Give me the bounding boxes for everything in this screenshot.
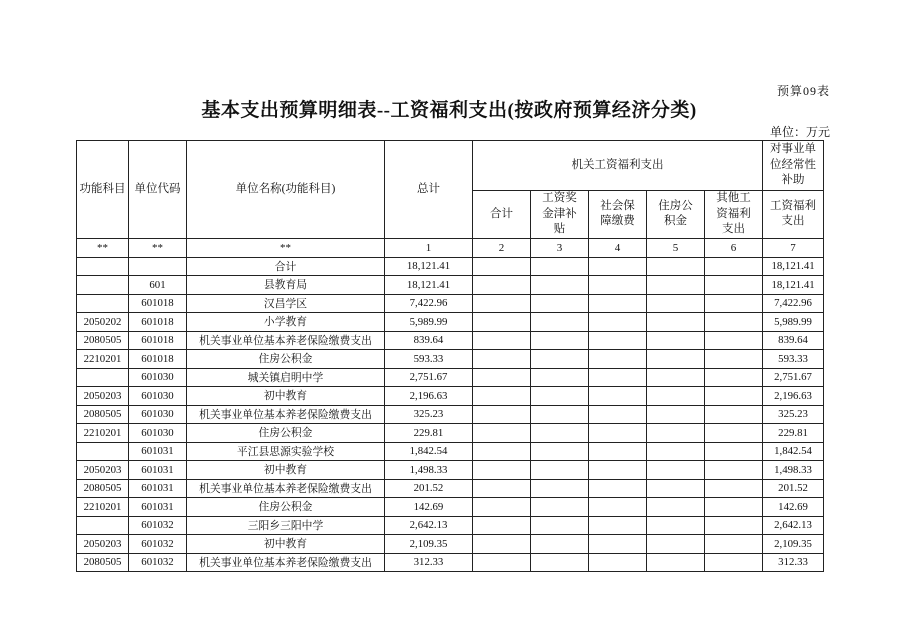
cell-col3: 小学教育 xyxy=(187,313,385,332)
cell-col5 xyxy=(473,257,531,276)
cell-col10: 839.64 xyxy=(763,331,824,350)
cell-col8 xyxy=(647,331,705,350)
cell-col6 xyxy=(531,331,589,350)
cell-col6 xyxy=(531,257,589,276)
cell-col4: 201.52 xyxy=(385,479,473,498)
cell-col4: 1,498.33 xyxy=(385,461,473,480)
table-row xyxy=(77,461,824,480)
cell-col3: 机关事业单位基本养老保险缴费支出 xyxy=(187,479,385,498)
cell-col1: 2080505 xyxy=(77,553,129,572)
cell-col7 xyxy=(589,442,647,461)
col-header-unit-name: 单位名称(功能科目) xyxy=(187,141,385,239)
cell-col8 xyxy=(647,405,705,424)
cell-col5 xyxy=(473,313,531,332)
cell-col2: 601031 xyxy=(129,498,187,517)
cell-col8 xyxy=(647,516,705,535)
cell-col3: 机关事业单位基本养老保险缴费支出 xyxy=(187,405,385,424)
col-header-wage-welfare-expense: 工资福利支出 xyxy=(763,191,824,239)
cell-col4: 2,196.63 xyxy=(385,387,473,406)
cell-col10: 2,751.67 xyxy=(763,368,824,387)
cell-col1: 2050202 xyxy=(77,313,129,332)
cell-col2: 601030 xyxy=(129,368,187,387)
cell-col4: 2,751.67 xyxy=(385,368,473,387)
index-cell-col4: 1 xyxy=(385,238,473,257)
cell-col2: 601032 xyxy=(129,553,187,572)
cell-col8 xyxy=(647,257,705,276)
cell-col9 xyxy=(705,387,763,406)
index-cell-col10: 7 xyxy=(763,238,824,257)
cell-col10: 18,121.41 xyxy=(763,257,824,276)
cell-col1: 2210201 xyxy=(77,498,129,517)
cell-col4: 229.81 xyxy=(385,424,473,443)
cell-col2: 601032 xyxy=(129,516,187,535)
page-title: 基本支出预算明细表--工资福利支出(按政府预算经济分类) xyxy=(201,100,697,121)
cell-col6 xyxy=(531,516,589,535)
cell-col8 xyxy=(647,276,705,295)
cell-col5 xyxy=(473,405,531,424)
unit-label: 单位：万元 xyxy=(769,125,830,139)
cell-col9 xyxy=(705,553,763,572)
cell-col5 xyxy=(473,350,531,369)
cell-col3: 合计 xyxy=(187,257,385,276)
cell-col1 xyxy=(77,294,129,313)
cell-col5 xyxy=(473,479,531,498)
cell-col7 xyxy=(589,516,647,535)
index-cell-col5: 2 xyxy=(473,238,531,257)
cell-col7 xyxy=(589,294,647,313)
cell-col3: 县教育局 xyxy=(187,276,385,295)
cell-col2: 601018 xyxy=(129,313,187,332)
cell-col4: 1,842.54 xyxy=(385,442,473,461)
col-header-wage-bonus-allowance: 工资奖金津补贴 xyxy=(531,191,589,239)
cell-col5 xyxy=(473,442,531,461)
cell-col5 xyxy=(473,387,531,406)
cell-col9 xyxy=(705,294,763,313)
index-cell-col1: ** xyxy=(77,238,129,257)
cell-col7 xyxy=(589,553,647,572)
cell-col6 xyxy=(531,553,589,572)
col-header-func-subject: 功能科目 xyxy=(77,141,129,239)
cell-col7 xyxy=(589,461,647,480)
index-cell-col3: ** xyxy=(187,238,385,257)
cell-col4: 2,642.13 xyxy=(385,516,473,535)
cell-col10: 229.81 xyxy=(763,424,824,443)
cell-col3: 住房公积金 xyxy=(187,498,385,517)
cell-col2: 601018 xyxy=(129,331,187,350)
cell-col5 xyxy=(473,368,531,387)
cell-col6 xyxy=(531,313,589,332)
cell-col9 xyxy=(705,331,763,350)
table-row xyxy=(77,479,824,498)
cell-col9 xyxy=(705,535,763,554)
cell-col5 xyxy=(473,424,531,443)
table-row xyxy=(77,368,824,387)
cell-col1: 2210201 xyxy=(77,424,129,443)
cell-col2: 601030 xyxy=(129,405,187,424)
table-row xyxy=(77,535,824,554)
col-header-sub-total: 合计 xyxy=(473,191,531,239)
cell-col9 xyxy=(705,257,763,276)
index-cell-col9: 6 xyxy=(705,238,763,257)
table-row xyxy=(77,387,824,406)
cell-col6 xyxy=(531,368,589,387)
cell-col4: 2,109.35 xyxy=(385,535,473,554)
cell-col8 xyxy=(647,479,705,498)
cell-col4: 325.23 xyxy=(385,405,473,424)
cell-col4: 7,422.96 xyxy=(385,294,473,313)
table-body xyxy=(77,257,824,572)
cell-col6 xyxy=(531,276,589,295)
cell-col1: 2050203 xyxy=(77,387,129,406)
cell-col2 xyxy=(129,257,187,276)
table-row xyxy=(77,276,824,295)
col-header-other-wage-welfare: 其他工资福利支出 xyxy=(705,191,763,239)
cell-col7 xyxy=(589,535,647,554)
cell-col7 xyxy=(589,350,647,369)
cell-col10: 142.69 xyxy=(763,498,824,517)
cell-col7 xyxy=(589,368,647,387)
index-cell-col8: 5 xyxy=(647,238,705,257)
cell-col8 xyxy=(647,313,705,332)
cell-col3: 汉昌学区 xyxy=(187,294,385,313)
cell-col6 xyxy=(531,479,589,498)
col-header-total: 总计 xyxy=(385,141,473,239)
cell-col9 xyxy=(705,498,763,517)
index-cell-col6: 3 xyxy=(531,238,589,257)
index-cell-col2: ** xyxy=(129,238,187,257)
cell-col5 xyxy=(473,535,531,554)
cell-col10: 18,121.41 xyxy=(763,276,824,295)
cell-col6 xyxy=(531,424,589,443)
cell-col8 xyxy=(647,294,705,313)
cell-col6 xyxy=(531,442,589,461)
cell-col7 xyxy=(589,424,647,443)
cell-col1: 2080505 xyxy=(77,405,129,424)
cell-col9 xyxy=(705,350,763,369)
cell-col4: 142.69 xyxy=(385,498,473,517)
cell-col3: 住房公积金 xyxy=(187,350,385,369)
cell-col10: 1,842.54 xyxy=(763,442,824,461)
cell-col9 xyxy=(705,461,763,480)
sheet-number-label: 预算09表 xyxy=(776,84,830,98)
cell-col10: 2,642.13 xyxy=(763,516,824,535)
cell-col9 xyxy=(705,442,763,461)
cell-col4: 593.33 xyxy=(385,350,473,369)
col-header-housing-fund: 住房公积金 xyxy=(647,191,705,239)
cell-col3: 三阳乡三阳中学 xyxy=(187,516,385,535)
cell-col5 xyxy=(473,276,531,295)
cell-col8 xyxy=(647,461,705,480)
cell-col7 xyxy=(589,276,647,295)
cell-col1 xyxy=(77,276,129,295)
header-row-1 xyxy=(77,141,824,191)
cell-col7 xyxy=(589,331,647,350)
cell-col10: 2,196.63 xyxy=(763,387,824,406)
cell-col9 xyxy=(705,368,763,387)
cell-col1: 2050203 xyxy=(77,461,129,480)
table-row xyxy=(77,442,824,461)
cell-col2: 601030 xyxy=(129,387,187,406)
cell-col8 xyxy=(647,387,705,406)
cell-col9 xyxy=(705,405,763,424)
cell-col10: 593.33 xyxy=(763,350,824,369)
cell-col10: 1,498.33 xyxy=(763,461,824,480)
cell-col2: 601 xyxy=(129,276,187,295)
table-row xyxy=(77,294,824,313)
cell-col3: 机关事业单位基本养老保险缴费支出 xyxy=(187,553,385,572)
cell-col1: 2210201 xyxy=(77,350,129,369)
cell-col7 xyxy=(589,405,647,424)
cell-col5 xyxy=(473,516,531,535)
group-header-agency-wage-welfare: 机关工资福利支出 xyxy=(473,141,763,191)
cell-col8 xyxy=(647,498,705,517)
cell-col4: 839.64 xyxy=(385,331,473,350)
col-header-social-security: 社会保障缴费 xyxy=(589,191,647,239)
cell-col2: 601031 xyxy=(129,479,187,498)
cell-col5 xyxy=(473,331,531,350)
cell-col5 xyxy=(473,461,531,480)
table-row xyxy=(77,350,824,369)
cell-col7 xyxy=(589,479,647,498)
index-cell-col7: 4 xyxy=(589,238,647,257)
cell-col8 xyxy=(647,350,705,369)
cell-col8 xyxy=(647,442,705,461)
index-row xyxy=(77,238,824,257)
cell-col1: 2080505 xyxy=(77,479,129,498)
cell-col9 xyxy=(705,424,763,443)
table-row xyxy=(77,498,824,517)
cell-col1 xyxy=(77,368,129,387)
cell-col10: 5,989.99 xyxy=(763,313,824,332)
cell-col6 xyxy=(531,350,589,369)
col-header-unit-code: 单位代码 xyxy=(129,141,187,239)
table-row xyxy=(77,313,824,332)
cell-col3: 初中教育 xyxy=(187,461,385,480)
cell-col3: 城关镇启明中学 xyxy=(187,368,385,387)
cell-col3: 初中教育 xyxy=(187,535,385,554)
cell-col2: 601018 xyxy=(129,294,187,313)
cell-col3: 平江县思源实验学校 xyxy=(187,442,385,461)
cell-col10: 325.23 xyxy=(763,405,824,424)
cell-col8 xyxy=(647,424,705,443)
cell-col7 xyxy=(589,498,647,517)
cell-col6 xyxy=(531,405,589,424)
cell-col8 xyxy=(647,368,705,387)
cell-col4: 18,121.41 xyxy=(385,276,473,295)
cell-col10: 201.52 xyxy=(763,479,824,498)
cell-col5 xyxy=(473,294,531,313)
cell-col2: 601032 xyxy=(129,535,187,554)
cell-col6 xyxy=(531,387,589,406)
budget-table xyxy=(76,140,824,572)
cell-col1: 2080505 xyxy=(77,331,129,350)
cell-col3: 住房公积金 xyxy=(187,424,385,443)
cell-col2: 601031 xyxy=(129,461,187,480)
cell-col1 xyxy=(77,516,129,535)
cell-col9 xyxy=(705,516,763,535)
cell-col3: 机关事业单位基本养老保险缴费支出 xyxy=(187,331,385,350)
cell-col5 xyxy=(473,498,531,517)
cell-col7 xyxy=(589,257,647,276)
cell-col6 xyxy=(531,461,589,480)
table-row xyxy=(77,405,824,424)
cell-col8 xyxy=(647,535,705,554)
cell-col9 xyxy=(705,276,763,295)
cell-col5 xyxy=(473,553,531,572)
table-row xyxy=(77,553,824,572)
cell-col7 xyxy=(589,387,647,406)
cell-col4: 312.33 xyxy=(385,553,473,572)
cell-col2: 601018 xyxy=(129,350,187,369)
cell-col6 xyxy=(531,498,589,517)
cell-col9 xyxy=(705,313,763,332)
cell-col4: 18,121.41 xyxy=(385,257,473,276)
cell-col6 xyxy=(531,535,589,554)
cell-col1 xyxy=(77,442,129,461)
cell-col1: 2050203 xyxy=(77,535,129,554)
cell-col4: 5,989.99 xyxy=(385,313,473,332)
cell-col10: 2,109.35 xyxy=(763,535,824,554)
cell-col2: 601030 xyxy=(129,424,187,443)
cell-col2: 601031 xyxy=(129,442,187,461)
table-row xyxy=(77,257,824,276)
cell-col10: 312.33 xyxy=(763,553,824,572)
table-row xyxy=(77,424,824,443)
cell-col6 xyxy=(531,294,589,313)
cell-col10: 7,422.96 xyxy=(763,294,824,313)
cell-col9 xyxy=(705,479,763,498)
group-header-institution-subsidy: 对事业单位经常性补助 xyxy=(763,141,824,191)
table-row xyxy=(77,331,824,350)
cell-col7 xyxy=(589,313,647,332)
table-row xyxy=(77,516,824,535)
cell-col3: 初中教育 xyxy=(187,387,385,406)
cell-col1 xyxy=(77,257,129,276)
cell-col8 xyxy=(647,553,705,572)
